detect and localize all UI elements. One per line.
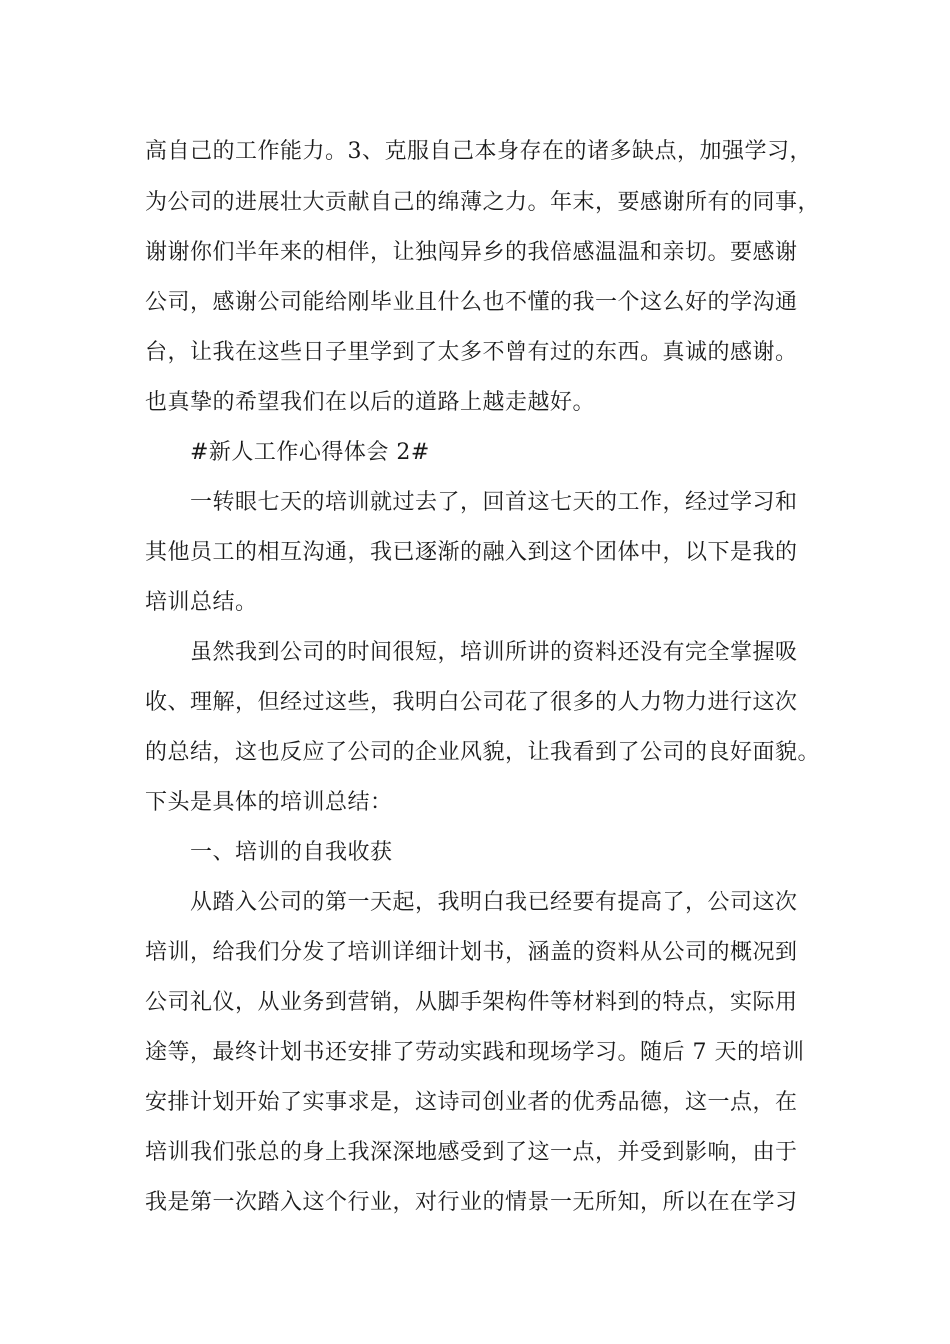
text-line: 收、理解，但经过这些，我明白公司花了很多的人力物力进行这次 — [145, 690, 798, 715]
text-line: 高自己的工作能力。3、克服自己本身存在的诸多缺点，加强学习， — [145, 139, 812, 164]
text-line: 培训，给我们分发了培训详细计划书，涵盖的资料从公司的概况到 — [145, 940, 798, 965]
text-line: 公司礼仪，从业务到营销，从脚手架构件等材料到的特点，实际用 — [145, 990, 798, 1015]
text-line: 的总结，这也反应了公司的企业风貌，让我看到了公司的良好面貌。 — [145, 740, 821, 765]
text-line: 途等，最终计划书还安排了劳动实践和现场学习。随后 7 天的培训 — [145, 1040, 805, 1065]
text-line: 公司，感谢公司能给刚毕业且什么也不懂的我一个这么好的学沟通 — [145, 290, 798, 315]
text-line: 培训总结。 — [145, 590, 258, 615]
text-line: 也真挚的希望我们在以后的道路上越走越好。 — [145, 390, 596, 415]
paragraph-start: 从踏入公司的第一天起，我明白我已经要有提高了，公司这次 — [190, 890, 798, 915]
subsection-heading: 一、培训的自我收获 — [190, 840, 393, 865]
text-line: 培训我们张总的身上我深深地感受到了这一点，并受到影响，由于 — [145, 1140, 798, 1165]
text-line: 下头是具体的培训总结： — [145, 790, 393, 815]
text-line: 我是第一次踏入这个行业，对行业的情景一无所知，所以在在学习 — [145, 1190, 798, 1215]
paragraph-start: 虽然我到公司的时间很短，培训所讲的资料还没有完全掌握吸 — [190, 640, 798, 665]
text-line: 其他员工的相互沟通，我已逐渐的融入到这个团体中，以下是我的 — [145, 540, 798, 565]
paragraph-start: 一转眼七天的培训就过去了，回首这七天的工作，经过学习和 — [190, 490, 798, 515]
text-line: 为公司的进展壮大贡献自己的绵薄之力。年末，要感谢所有的同事， — [145, 190, 821, 215]
section-heading: #新人工作心得体会 2# — [190, 440, 430, 465]
text-line: 台，让我在这些日子里学到了太多不曾有过的东西。真诚的感谢。 — [145, 340, 798, 365]
text-line: 谢谢你们半年来的相伴，让独闯异乡的我倍感温温和亲切。要感谢 — [145, 240, 798, 265]
text-line: 安排计划开始了实事求是，这诗司创业者的优秀品德，这一点，在 — [145, 1090, 798, 1115]
